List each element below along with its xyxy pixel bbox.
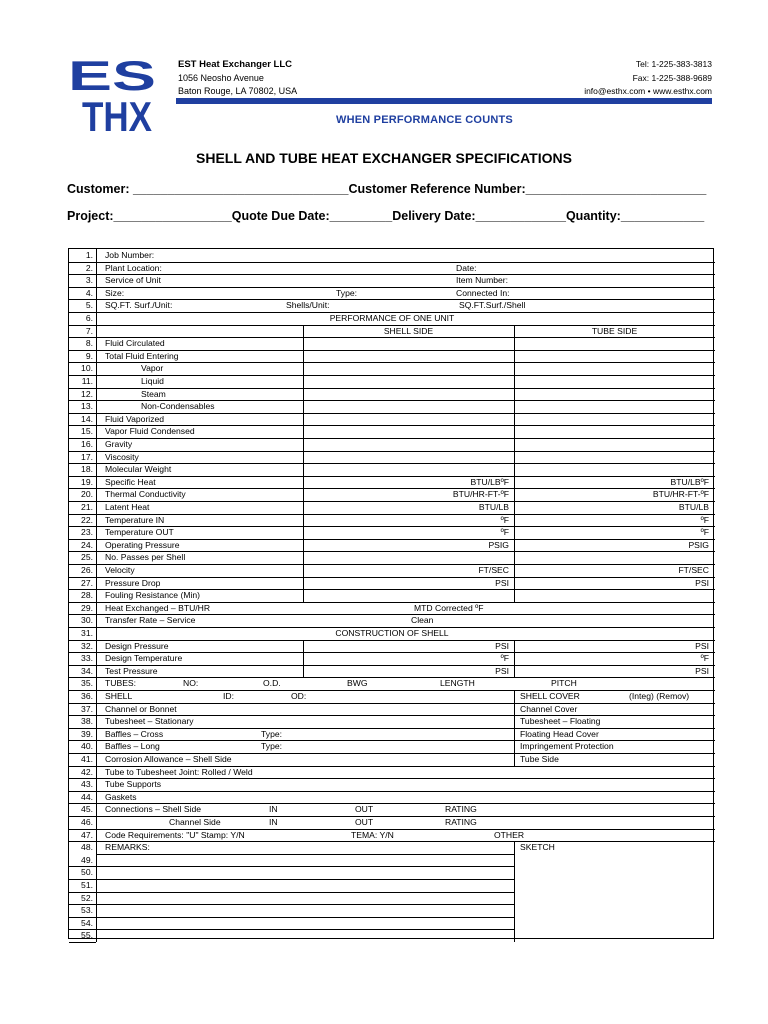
row-field-label: PSI (495, 665, 509, 676)
row-number: 11. (81, 376, 93, 386)
row-field-label: Fluid Vaporized (105, 413, 165, 424)
row-field-label: TUBES: (105, 678, 137, 689)
row-divider (69, 451, 715, 452)
row-number: 28. (81, 590, 93, 601)
row-field-label: Size: (105, 287, 125, 298)
table-row (69, 627, 715, 640)
row-divider (69, 778, 715, 779)
row-field-label: Channel or Bonnet (105, 703, 177, 714)
table-row (69, 589, 715, 602)
row-field-label: SHELL SIDE (383, 325, 434, 336)
row-number: 40. (81, 741, 93, 752)
telephone: Tel: 1-225-383-3813 (635, 59, 712, 69)
row-field-label: Total Fluid Entering (105, 350, 179, 361)
row-number: 17. (81, 451, 93, 462)
row-field-label: Job Number: (105, 250, 155, 260)
row-number: 36. (81, 691, 93, 701)
row-field-label: Molecular Weight (105, 464, 172, 475)
logo-text-top: ES (68, 54, 156, 99)
table-row (69, 715, 715, 728)
table-row (69, 879, 715, 892)
row-field-label: Connected In: (456, 287, 510, 298)
table-row (69, 262, 715, 275)
row-divider (69, 841, 715, 842)
row-field-label: Tube to Tubesheet Joint: Rolled / Weld (105, 766, 253, 777)
table-row (69, 690, 715, 703)
table-row (69, 526, 715, 539)
row-field-label: Floating Head Cover (520, 728, 599, 739)
row-field-label: OD: (291, 691, 307, 701)
row-field-label: Gaskets (105, 791, 137, 802)
row-number: 19. (81, 476, 93, 487)
row-divider (96, 892, 515, 893)
row-field-label: BTU/HR-FT-ºF (652, 489, 709, 500)
customer-line: Customer: _______________________________Customer Reference Number:__________________________ (67, 182, 707, 196)
table-row (69, 325, 715, 338)
row-field-label: BTU/LBºF (670, 476, 709, 487)
row-field-label: SKETCH (520, 842, 555, 853)
row-field-label: RATING (445, 804, 477, 815)
table-row (69, 816, 715, 829)
row-divider (96, 917, 515, 918)
row-divider (96, 879, 515, 880)
row-divider (69, 652, 715, 653)
row-field-label: (Integ) (Remov) (629, 691, 690, 701)
row-divider (69, 640, 715, 641)
table-row (69, 362, 715, 375)
row-number: 7. (85, 325, 93, 336)
row-number: 23. (81, 527, 93, 538)
table-row (69, 640, 715, 653)
row-field-label: Plant Location: (105, 262, 162, 273)
page-title: SHELL AND TUBE HEAT EXCHANGER SPECIFICATIONS (196, 150, 572, 166)
row-number: 21. (81, 502, 93, 512)
row-divider (69, 539, 715, 540)
shell-cover-column-divider (514, 690, 515, 766)
row-number: 20. (81, 489, 93, 500)
table-row (69, 728, 715, 741)
row-number: 30. (81, 615, 93, 626)
row-field-label: Non-Condensables (141, 401, 215, 412)
table-row (69, 740, 715, 753)
table-row (69, 337, 715, 350)
row-number: 48. (81, 842, 93, 853)
row-number: 1. (85, 250, 93, 260)
row-divider (69, 312, 715, 313)
row-divider (69, 791, 715, 792)
row-number: 55. (81, 930, 93, 941)
row-number: 13. (81, 401, 93, 412)
table-row (69, 501, 715, 514)
table-row (69, 476, 715, 489)
row-divider (69, 929, 96, 930)
table-row (69, 602, 715, 615)
row-field-label: PSI (695, 665, 709, 676)
row-number: 22. (81, 514, 93, 525)
row-field-label: No. Passes per Shell (105, 552, 186, 563)
row-field-label: PSI (695, 577, 709, 588)
table-row (69, 677, 715, 690)
row-field-label: Type: (261, 741, 283, 752)
row-number: 9. (85, 350, 93, 361)
row-field-label: OUT (355, 804, 374, 815)
row-divider (69, 740, 715, 741)
table-row (69, 614, 715, 627)
row-field-label: LENGTH (440, 678, 475, 689)
row-number: 39. (81, 728, 93, 739)
row-divider (69, 287, 715, 288)
row-number: 16. (81, 439, 93, 449)
row-field-label: Operating Pressure (105, 539, 180, 550)
row-field-label: ºF (500, 514, 509, 525)
row-number: 27. (81, 577, 93, 588)
shell-column-divider (303, 640, 304, 678)
row-divider (69, 463, 715, 464)
fax: Fax: 1-225-388-9689 (632, 72, 712, 83)
row-field-label: BWG (347, 678, 368, 689)
row-field-label: Connections – Shell Side (105, 804, 202, 815)
logo-text-bottom: THX (82, 93, 152, 134)
row-field-label: FT/SEC (678, 565, 709, 575)
row-field-label: Service of Unit (105, 275, 161, 286)
tagline: WHEN PERFORMANCE COUNTS (336, 114, 513, 126)
row-number: 53. (81, 905, 93, 916)
row-number: 37. (81, 703, 93, 714)
row-field-label: RATING (445, 817, 477, 827)
row-field-label: Liquid (141, 376, 164, 386)
row-number: 5. (85, 300, 93, 311)
table-row (69, 312, 715, 325)
table-row (69, 829, 715, 842)
table-row (69, 413, 715, 426)
row-divider (69, 438, 715, 439)
row-field-label: ID: (223, 691, 234, 701)
row-field-label: Viscosity (105, 451, 139, 462)
row-field-label: SHELL (105, 691, 133, 701)
row-field-label: Type: (336, 287, 358, 298)
row-divider (69, 589, 715, 590)
row-divider (69, 350, 715, 351)
row-field-label: Clean (411, 615, 434, 626)
number-column-divider (96, 249, 97, 942)
table-row (69, 791, 715, 804)
row-number: 38. (81, 716, 93, 727)
row-number: 26. (81, 565, 93, 575)
row-field-label: SHELL COVER (520, 691, 580, 701)
row-number: 33. (81, 653, 93, 664)
row-field-label: Fluid Circulated (105, 338, 165, 349)
table-row (69, 400, 715, 413)
row-number: 18. (81, 464, 93, 475)
row-divider (69, 325, 715, 326)
table-row (69, 488, 715, 501)
table-row (69, 577, 715, 590)
row-field-label: TUBE SIDE (591, 325, 638, 336)
table-row (69, 854, 715, 867)
esthx-logo (68, 54, 158, 134)
row-field-label: Specific Heat (105, 476, 156, 487)
table-row (69, 539, 715, 552)
row-field-label: CONSTRUCTION OF SHELL (335, 628, 449, 638)
row-number: 31. (81, 628, 93, 638)
row-divider (69, 766, 715, 767)
row-number: 34. (81, 665, 93, 676)
row-number: 29. (81, 602, 93, 613)
row-divider (69, 564, 715, 565)
row-number: 46. (81, 817, 93, 827)
row-field-label: Type: (261, 728, 283, 739)
row-number: 10. (81, 363, 93, 374)
row-field-label: Date: (456, 262, 477, 273)
row-field-label: ºF (700, 514, 709, 525)
row-field-label: OTHER (494, 829, 525, 840)
row-field-label: Baffles – Long (105, 741, 160, 752)
project-line: Project:_________________Quote Due Date:_________Delivery Date:_____________Quantity:____________ (67, 209, 705, 223)
row-field-label: Tubesheet – Stationary (105, 716, 194, 727)
row-divider (69, 274, 715, 275)
table-row (69, 425, 715, 438)
table-row (69, 917, 715, 930)
row-field-label: PSI (495, 640, 509, 651)
row-field-label: Code Requirements: "U" Stamp: Y/N (105, 829, 245, 840)
company-info (178, 58, 297, 99)
row-field-label: BTU/LBºF (470, 476, 509, 487)
row-divider (69, 362, 715, 363)
row-divider (69, 917, 96, 918)
row-field-label: PSI (495, 577, 509, 588)
header-divider-bar (176, 98, 712, 104)
row-field-label: MTD Corrected ºF (414, 602, 484, 613)
row-divider (69, 803, 715, 804)
row-field-label: BTU/LB (678, 502, 709, 512)
row-divider (69, 262, 715, 263)
table-row (69, 841, 715, 854)
row-divider (69, 614, 715, 615)
spec-form-table (68, 248, 714, 939)
row-divider (69, 892, 96, 893)
row-divider (69, 577, 715, 578)
row-divider (69, 866, 96, 867)
row-field-label: Baffles – Cross (105, 728, 164, 739)
table-row (69, 463, 715, 476)
row-field-label: Thermal Conductivity (105, 489, 186, 500)
row-divider (69, 388, 715, 389)
row-field-label: Tubesheet – Floating (520, 716, 601, 727)
row-number: 4. (85, 287, 93, 298)
row-field-label: Gravity (105, 439, 133, 449)
row-divider (69, 904, 96, 905)
row-field-label: Item Number: (456, 275, 509, 286)
row-number: 25. (81, 552, 93, 563)
table-row (69, 514, 715, 527)
table-row (69, 388, 715, 401)
row-field-label: PITCH (551, 678, 577, 689)
row-number: 2. (85, 262, 93, 273)
table-row (69, 249, 715, 262)
company-name: EST Heat Exchanger LLC (178, 59, 293, 70)
table-row (69, 892, 715, 905)
table-row (69, 350, 715, 363)
address-line2: Baton Rouge, LA 70802, USA (178, 86, 298, 96)
sketch-column-divider (514, 841, 515, 942)
row-divider (69, 690, 715, 691)
table-row (69, 753, 715, 766)
row-divider (69, 425, 715, 426)
row-number: 41. (81, 754, 93, 764)
table-row (69, 904, 715, 917)
contact-info (584, 58, 712, 99)
row-number: 44. (81, 791, 93, 802)
row-field-label: Channel Side (169, 817, 221, 827)
table-row (69, 652, 715, 665)
row-number: 47. (81, 829, 93, 840)
row-divider (69, 677, 715, 678)
row-divider (69, 728, 715, 729)
row-field-label: PSIG (488, 539, 509, 550)
row-number: 15. (81, 426, 93, 437)
row-field-label: Temperature IN (105, 514, 165, 525)
row-field-label: IN (269, 817, 278, 827)
row-number: 51. (81, 880, 93, 890)
row-field-label: REMARKS: (105, 842, 150, 853)
row-divider (69, 526, 715, 527)
row-field-label: Design Pressure (105, 640, 169, 651)
row-field-label: Latent Heat (105, 502, 150, 512)
row-divider (69, 400, 715, 401)
row-divider (69, 413, 715, 414)
row-divider (69, 501, 715, 502)
row-divider (69, 476, 715, 477)
table-row (69, 375, 715, 388)
table-row (69, 803, 715, 816)
row-field-label: O.D. (263, 678, 281, 689)
row-field-label: TEMA: Y/N (351, 829, 394, 840)
row-field-label: PSI (695, 640, 709, 651)
table-row (69, 451, 715, 464)
row-divider (69, 514, 715, 515)
row-divider (69, 337, 715, 338)
row-number: 35. (81, 678, 93, 689)
tube-column-divider (514, 640, 515, 678)
row-divider (69, 375, 715, 376)
row-number: 32. (81, 640, 93, 651)
table-row (69, 551, 715, 564)
row-divider (69, 816, 715, 817)
row-field-label: NO: (183, 678, 199, 689)
table-row (69, 564, 715, 577)
row-field-label: Shells/Unit: (286, 300, 330, 311)
row-field-label: Transfer Rate – Service (105, 615, 196, 626)
row-field-label: SQ.FT. Surf./Unit: (105, 300, 173, 311)
row-field-label: Vapor (141, 363, 164, 374)
row-field-label: Steam (141, 388, 166, 399)
row-number: 42. (81, 766, 93, 777)
row-field-label: Fouling Resistance (Min) (105, 590, 201, 601)
row-field-label: SQ.FT.Surf./Shell (459, 300, 526, 311)
row-number: 45. (81, 804, 93, 815)
row-field-label: ºF (500, 527, 509, 538)
row-number: 3. (85, 275, 93, 286)
row-divider (96, 854, 515, 855)
row-field-label: Test Pressure (105, 665, 158, 676)
row-divider (69, 602, 715, 603)
row-field-label: Vapor Fluid Condensed (105, 426, 195, 437)
row-field-label: Tube Supports (105, 779, 162, 790)
row-divider (69, 753, 715, 754)
row-field-label: Temperature OUT (105, 527, 174, 538)
table-row (69, 287, 715, 300)
row-field-label: ºF (700, 653, 709, 664)
row-number: 6. (85, 313, 93, 323)
row-number: 43. (81, 779, 93, 790)
row-field-label: ºF (700, 527, 709, 538)
table-row (69, 299, 715, 312)
row-field-label: PSIG (688, 539, 709, 550)
table-row (69, 703, 715, 716)
row-field-label: BTU/LB (478, 502, 509, 512)
table-row (69, 665, 715, 678)
row-field-label: Impringement Protection (520, 741, 614, 752)
row-field-label: IN (269, 804, 278, 815)
address-line1: 1056 Neosho Avenue (178, 72, 264, 83)
row-field-label: Channel Cover (520, 703, 578, 714)
row-divider (69, 942, 96, 943)
row-divider (69, 829, 715, 830)
row-number: 24. (81, 539, 93, 550)
tube-column-divider (514, 325, 515, 602)
table-row (69, 929, 715, 942)
row-number: 12. (81, 388, 93, 399)
row-field-label: Design Temperature (105, 653, 183, 664)
row-field-label: Velocity (105, 565, 135, 575)
row-number: 14. (81, 413, 93, 424)
row-divider (69, 879, 96, 880)
table-row (69, 438, 715, 451)
table-row (69, 274, 715, 287)
row-divider (69, 488, 715, 489)
row-field-label: Tube Side (520, 754, 559, 764)
row-divider (96, 866, 515, 867)
row-number: 54. (81, 917, 93, 928)
row-number: 50. (81, 867, 93, 878)
row-divider (69, 665, 715, 666)
row-number: 52. (81, 892, 93, 903)
row-field-label: OUT (355, 817, 374, 827)
row-field-label: Corrosion Allowance – Shell Side (105, 754, 232, 764)
row-field-label: ºF (500, 653, 509, 664)
row-number: 49. (81, 854, 93, 865)
row-field-label: FT/SEC (478, 565, 509, 575)
table-row (69, 766, 715, 779)
row-divider (69, 627, 715, 628)
row-field-label: PERFORMANCE OF ONE UNIT (329, 313, 455, 323)
row-field-label: BTU/HR-FT-ºF (452, 489, 509, 500)
row-field-label: Heat Exchanged – BTU/HR (105, 602, 211, 613)
table-row (69, 866, 715, 879)
row-divider (69, 703, 715, 704)
row-field-label: Pressure Drop (105, 577, 161, 588)
row-divider (69, 551, 715, 552)
row-divider (69, 299, 715, 300)
row-divider (96, 929, 515, 930)
row-divider (69, 715, 715, 716)
email-web: info@esthx.com • www.esthx.com (584, 86, 712, 96)
row-divider (96, 904, 515, 905)
table-row (69, 778, 715, 791)
row-number: 8. (85, 338, 93, 349)
shell-column-divider (303, 325, 304, 602)
